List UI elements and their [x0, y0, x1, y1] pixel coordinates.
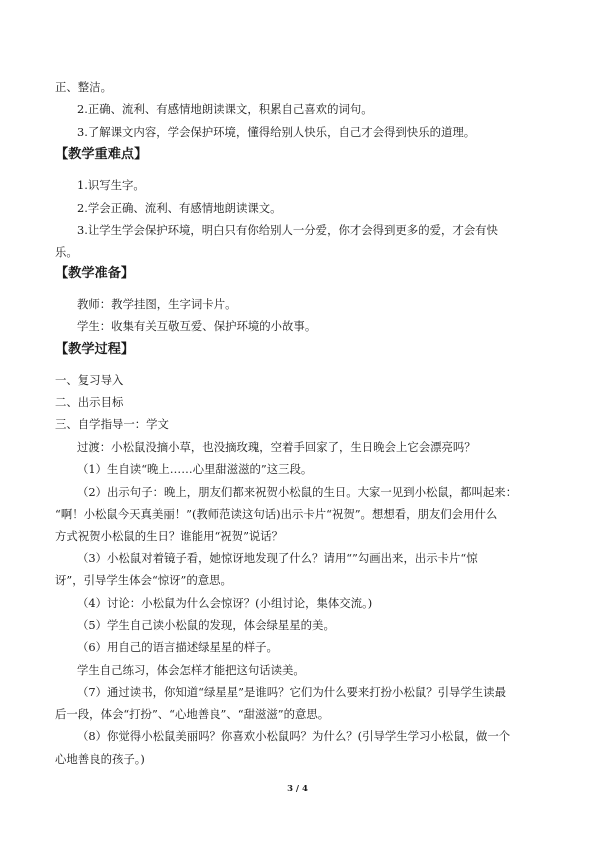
text-line: 教师：教学挂图，生字词卡片。	[77, 297, 237, 311]
page-number: 3 / 4	[287, 784, 308, 794]
text-line: “啊！小松鼠今天真美丽！”(教师范读这句话)出示卡片“祝贺”。想想看，朋友们会用什么	[55, 507, 498, 521]
text-line: 二、出示目标	[55, 395, 124, 409]
text-line: 三、自学指导一：学文	[55, 417, 169, 431]
text-line: 学生自己练习，体会怎样才能把这句话读美。	[77, 663, 305, 677]
section-heading-process: 【教学过程】	[55, 342, 135, 357]
text-line: 乐。	[55, 245, 78, 259]
text-line: 讶”，引导学生体会“惊讶”的意思。	[55, 573, 232, 587]
text-line: 过渡：小松鼠没摘小草，也没摘玫瑰，空着手回家了，生日晚会上它会漂亮吗？	[77, 440, 476, 454]
section-heading-preparation: 【教学准备】	[55, 266, 135, 281]
text-line: （5）学生自己读小松鼠的发现，体会绿星星的美。	[77, 618, 335, 632]
text-line: 后一段，体会“打扮”、“心地善良”、“甜滋滋”的意思。	[55, 707, 330, 721]
text-line: 心地善良的孩子。)	[55, 752, 145, 766]
text-line: （1）生自读“晚上……心里甜滋滋的”这三段。	[77, 462, 313, 476]
text-line: 3.让学生学会保护环境，明白只有你给别人一分爱，你才会得到更多的爱，才会有快	[77, 223, 498, 237]
text-line: （6）用自己的语言描述绿星星的样子。	[77, 640, 278, 654]
text-line: （8）你觉得小松鼠美丽吗？你喜欢小松鼠吗？为什么？(引导学生学习小松鼠，做一个	[77, 729, 511, 743]
text-line: 3.了解课文内容，学会保护环境，懂得给别人快乐，自己才会得到快乐的道理。	[77, 125, 476, 139]
text-line: 2.学会正确、流利、有感情地朗读课文。	[77, 201, 282, 215]
text-line: 学生：收集有关互敬互爱、保护环境的小故事。	[77, 319, 317, 333]
text-line: （4）讨论：小松鼠为什么会惊讶？(小组讨论，集体交流。)	[77, 596, 373, 610]
section-heading-difficulties: 【教学重难点】	[55, 147, 148, 162]
text-line: （7）通过读书，你知道“绿星星”是谁吗？它们为什么要来打扮小松鼠？引导学生读最	[77, 685, 506, 699]
text-line: （2）出示句子：晚上，朋友们都来祝贺小松鼠的生日。大家一见到小松鼠，都叫起来：	[77, 485, 518, 499]
text-line: 一、复习导入	[55, 373, 124, 387]
text-line: 正、整洁。	[55, 80, 112, 94]
text-line: 方式祝贺小松鼠的生日？谁能用“祝贺”说话？	[55, 529, 284, 543]
text-line: 1.识写生字。	[77, 178, 145, 192]
text-line: 2.正确、流利、有感情地朗读课文，积累自己喜欢的词句。	[77, 102, 373, 116]
text-line: （3）小松鼠对着镜子看，她惊讶地发现了什么？请用“”勾画出来，出示卡片“惊	[77, 551, 478, 565]
